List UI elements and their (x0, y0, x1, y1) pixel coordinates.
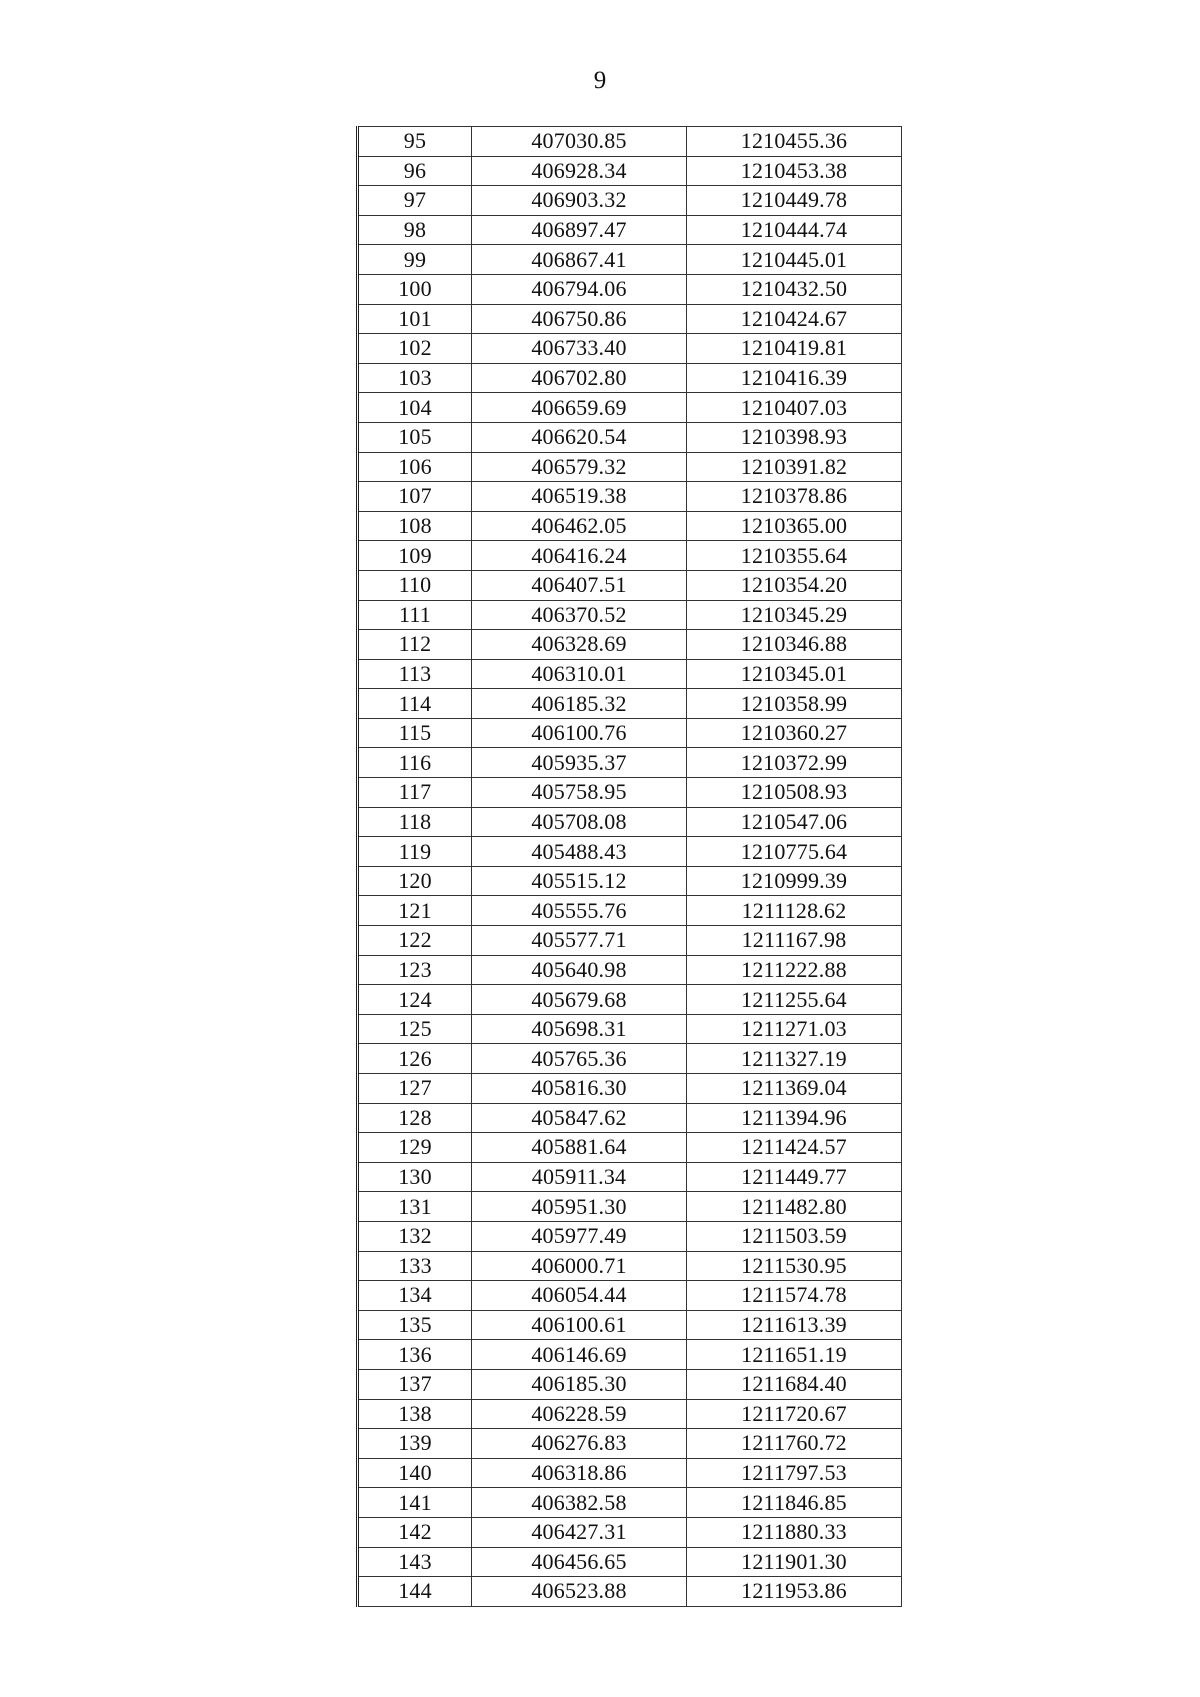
x-coordinate-cell: 406659.69 (472, 393, 687, 423)
x-coordinate-cell: 405640.98 (472, 955, 687, 985)
x-coordinate-cell: 405935.37 (472, 748, 687, 778)
x-coordinate-cell: 406579.32 (472, 452, 687, 482)
table-row (358, 1281, 902, 1311)
y-coordinate-cell: 1211128.62 (687, 896, 902, 926)
x-coordinate-cell: 406407.51 (472, 570, 687, 600)
y-coordinate-cell: 1211651.19 (687, 1340, 902, 1370)
y-coordinate-cell: 1210398.93 (687, 422, 902, 452)
table-row (358, 1458, 902, 1488)
point-number-cell: 119 (358, 837, 472, 867)
point-number-cell: 98 (358, 215, 472, 245)
y-coordinate-cell: 1210424.67 (687, 304, 902, 334)
table-row (358, 778, 902, 808)
table-row (358, 452, 902, 482)
table-row (358, 1014, 902, 1044)
point-number-cell: 128 (358, 1103, 472, 1133)
y-coordinate-cell: 1211394.96 (687, 1103, 902, 1133)
table-row (358, 718, 902, 748)
table-row (358, 1192, 902, 1222)
point-number-cell: 141 (358, 1488, 472, 1518)
y-coordinate-cell: 1211613.39 (687, 1310, 902, 1340)
x-coordinate-cell: 406276.83 (472, 1429, 687, 1459)
table-row (358, 1074, 902, 1104)
x-coordinate-cell: 406318.86 (472, 1458, 687, 1488)
point-number-cell: 133 (358, 1251, 472, 1281)
table-row (358, 630, 902, 660)
point-number-cell: 95 (358, 127, 472, 157)
x-coordinate-cell: 406370.52 (472, 600, 687, 630)
x-coordinate-cell: 406462.05 (472, 511, 687, 541)
table-row (358, 363, 902, 393)
table-row (358, 127, 902, 157)
x-coordinate-cell: 406733.40 (472, 334, 687, 364)
y-coordinate-cell: 1211327.19 (687, 1044, 902, 1074)
table-row (358, 896, 902, 926)
y-coordinate-cell: 1210354.20 (687, 570, 902, 600)
y-coordinate-cell: 1210358.99 (687, 689, 902, 719)
table-row (358, 866, 902, 896)
y-coordinate-cell: 1210372.99 (687, 748, 902, 778)
x-coordinate-cell: 406382.58 (472, 1488, 687, 1518)
table-row (358, 926, 902, 956)
point-number-cell: 123 (358, 955, 472, 985)
x-coordinate-cell: 405555.76 (472, 896, 687, 926)
point-number-cell: 104 (358, 393, 472, 423)
x-coordinate-cell: 406794.06 (472, 274, 687, 304)
point-number-cell: 97 (358, 186, 472, 216)
table-row (358, 1369, 902, 1399)
x-coordinate-cell: 405515.12 (472, 866, 687, 896)
y-coordinate-cell: 1210419.81 (687, 334, 902, 364)
table-row (358, 955, 902, 985)
table-row (358, 215, 902, 245)
point-number-cell: 108 (358, 511, 472, 541)
y-coordinate-cell: 1211684.40 (687, 1369, 902, 1399)
x-coordinate-cell: 406054.44 (472, 1281, 687, 1311)
point-number-cell: 129 (358, 1133, 472, 1163)
y-coordinate-cell: 1211846.85 (687, 1488, 902, 1518)
table-row (358, 659, 902, 689)
point-number-cell: 100 (358, 274, 472, 304)
table-row (358, 511, 902, 541)
table-row (358, 570, 902, 600)
point-number-cell: 140 (358, 1458, 472, 1488)
y-coordinate-cell: 1211953.86 (687, 1577, 902, 1607)
point-number-cell: 143 (358, 1547, 472, 1577)
table-row (358, 985, 902, 1015)
y-coordinate-cell: 1211901.30 (687, 1547, 902, 1577)
table-row (358, 1488, 902, 1518)
point-number-cell: 112 (358, 630, 472, 660)
x-coordinate-cell: 406185.30 (472, 1369, 687, 1399)
y-coordinate-cell: 1210360.27 (687, 718, 902, 748)
point-number-cell: 132 (358, 1221, 472, 1251)
table-row (358, 156, 902, 186)
point-number-cell: 103 (358, 363, 472, 393)
table-row (358, 1103, 902, 1133)
table-row (358, 482, 902, 512)
y-coordinate-cell: 1211449.77 (687, 1162, 902, 1192)
y-coordinate-cell: 1210999.39 (687, 866, 902, 896)
coordinates-table (356, 126, 902, 1607)
x-coordinate-cell: 406000.71 (472, 1251, 687, 1281)
x-coordinate-cell: 406750.86 (472, 304, 687, 334)
x-coordinate-cell: 406427.31 (472, 1517, 687, 1547)
x-coordinate-cell: 405951.30 (472, 1192, 687, 1222)
point-number-cell: 138 (358, 1399, 472, 1429)
table-row (358, 541, 902, 571)
y-coordinate-cell: 1210345.29 (687, 600, 902, 630)
point-number-cell: 113 (358, 659, 472, 689)
point-number-cell: 136 (358, 1340, 472, 1370)
x-coordinate-cell: 406185.32 (472, 689, 687, 719)
y-coordinate-cell: 1210365.00 (687, 511, 902, 541)
table-row (358, 422, 902, 452)
x-coordinate-cell: 405577.71 (472, 926, 687, 956)
x-coordinate-cell: 405765.36 (472, 1044, 687, 1074)
x-coordinate-cell: 405708.08 (472, 807, 687, 837)
point-number-cell: 142 (358, 1517, 472, 1547)
point-number-cell: 107 (358, 482, 472, 512)
y-coordinate-cell: 1210508.93 (687, 778, 902, 808)
y-coordinate-cell: 1210416.39 (687, 363, 902, 393)
y-coordinate-cell: 1210455.36 (687, 127, 902, 157)
coordinates-table-body (358, 127, 902, 1607)
point-number-cell: 127 (358, 1074, 472, 1104)
x-coordinate-cell: 405911.34 (472, 1162, 687, 1192)
x-coordinate-cell: 406702.80 (472, 363, 687, 393)
y-coordinate-cell: 1211880.33 (687, 1517, 902, 1547)
y-coordinate-cell: 1211255.64 (687, 985, 902, 1015)
x-coordinate-cell: 406416.24 (472, 541, 687, 571)
table-row (358, 186, 902, 216)
x-coordinate-cell: 406928.34 (472, 156, 687, 186)
table-row (358, 1162, 902, 1192)
point-number-cell: 111 (358, 600, 472, 630)
x-coordinate-cell: 405679.68 (472, 985, 687, 1015)
x-coordinate-cell: 406328.69 (472, 630, 687, 660)
y-coordinate-cell: 1210391.82 (687, 452, 902, 482)
y-coordinate-cell: 1211167.98 (687, 926, 902, 956)
table-row (358, 304, 902, 334)
point-number-cell: 101 (358, 304, 472, 334)
x-coordinate-cell: 406310.01 (472, 659, 687, 689)
y-coordinate-cell: 1211424.57 (687, 1133, 902, 1163)
table-row (358, 1577, 902, 1607)
point-number-cell: 125 (358, 1014, 472, 1044)
y-coordinate-cell: 1210547.06 (687, 807, 902, 837)
point-number-cell: 122 (358, 926, 472, 956)
point-number-cell: 120 (358, 866, 472, 896)
table-row (358, 1429, 902, 1459)
point-number-cell: 110 (358, 570, 472, 600)
point-number-cell: 130 (358, 1162, 472, 1192)
point-number-cell: 131 (358, 1192, 472, 1222)
y-coordinate-cell: 1211503.59 (687, 1221, 902, 1251)
y-coordinate-cell: 1210407.03 (687, 393, 902, 423)
x-coordinate-cell: 406100.76 (472, 718, 687, 748)
point-number-cell: 124 (358, 985, 472, 1015)
point-number-cell: 121 (358, 896, 472, 926)
point-number-cell: 109 (358, 541, 472, 571)
table-row (358, 1044, 902, 1074)
table-row (358, 393, 902, 423)
point-number-cell: 96 (358, 156, 472, 186)
point-number-cell: 105 (358, 422, 472, 452)
x-coordinate-cell: 405847.62 (472, 1103, 687, 1133)
table-row (358, 807, 902, 837)
y-coordinate-cell: 1210355.64 (687, 541, 902, 571)
x-coordinate-cell: 406100.61 (472, 1310, 687, 1340)
point-number-cell: 134 (358, 1281, 472, 1311)
table-row (358, 274, 902, 304)
y-coordinate-cell: 1211222.88 (687, 955, 902, 985)
table-row (358, 1310, 902, 1340)
point-number-cell: 118 (358, 807, 472, 837)
table-row (358, 1221, 902, 1251)
y-coordinate-cell: 1210453.38 (687, 156, 902, 186)
table-row (358, 689, 902, 719)
x-coordinate-cell: 406519.38 (472, 482, 687, 512)
point-number-cell: 137 (358, 1369, 472, 1399)
point-number-cell: 126 (358, 1044, 472, 1074)
y-coordinate-cell: 1210449.78 (687, 186, 902, 216)
table-row (358, 600, 902, 630)
point-number-cell: 115 (358, 718, 472, 748)
y-coordinate-cell: 1211760.72 (687, 1429, 902, 1459)
table-row (358, 748, 902, 778)
y-coordinate-cell: 1211369.04 (687, 1074, 902, 1104)
table-row (358, 1133, 902, 1163)
table-row (358, 837, 902, 867)
x-coordinate-cell: 406146.69 (472, 1340, 687, 1370)
x-coordinate-cell: 406228.59 (472, 1399, 687, 1429)
point-number-cell: 106 (358, 452, 472, 482)
x-coordinate-cell: 405816.30 (472, 1074, 687, 1104)
y-coordinate-cell: 1210445.01 (687, 245, 902, 275)
y-coordinate-cell: 1211271.03 (687, 1014, 902, 1044)
y-coordinate-cell: 1211720.67 (687, 1399, 902, 1429)
x-coordinate-cell: 406456.65 (472, 1547, 687, 1577)
y-coordinate-cell: 1211482.80 (687, 1192, 902, 1222)
x-coordinate-cell: 405488.43 (472, 837, 687, 867)
table-row (358, 1251, 902, 1281)
table-row (358, 1340, 902, 1370)
y-coordinate-cell: 1210345.01 (687, 659, 902, 689)
y-coordinate-cell: 1210432.50 (687, 274, 902, 304)
table-row (358, 1399, 902, 1429)
x-coordinate-cell: 405881.64 (472, 1133, 687, 1163)
point-number-cell: 117 (358, 778, 472, 808)
x-coordinate-cell: 406903.32 (472, 186, 687, 216)
y-coordinate-cell: 1211574.78 (687, 1281, 902, 1311)
x-coordinate-cell: 405977.49 (472, 1221, 687, 1251)
x-coordinate-cell: 406523.88 (472, 1577, 687, 1607)
y-coordinate-cell: 1211797.53 (687, 1458, 902, 1488)
table-row (358, 1517, 902, 1547)
point-number-cell: 139 (358, 1429, 472, 1459)
table-row (358, 334, 902, 364)
point-number-cell: 135 (358, 1310, 472, 1340)
y-coordinate-cell: 1210444.74 (687, 215, 902, 245)
point-number-cell: 116 (358, 748, 472, 778)
x-coordinate-cell: 406620.54 (472, 422, 687, 452)
y-coordinate-cell: 1210346.88 (687, 630, 902, 660)
x-coordinate-cell: 405698.31 (472, 1014, 687, 1044)
point-number-cell: 102 (358, 334, 472, 364)
point-number-cell: 114 (358, 689, 472, 719)
x-coordinate-cell: 406867.41 (472, 245, 687, 275)
page-number: 9 (593, 67, 607, 94)
y-coordinate-cell: 1210378.86 (687, 482, 902, 512)
point-number-cell: 144 (358, 1577, 472, 1607)
x-coordinate-cell: 407030.85 (472, 127, 687, 157)
x-coordinate-cell: 406897.47 (472, 215, 687, 245)
y-coordinate-cell: 1211530.95 (687, 1251, 902, 1281)
y-coordinate-cell: 1210775.64 (687, 837, 902, 867)
point-number-cell: 99 (358, 245, 472, 275)
table-row (358, 1547, 902, 1577)
table-row (358, 245, 902, 275)
x-coordinate-cell: 405758.95 (472, 778, 687, 808)
